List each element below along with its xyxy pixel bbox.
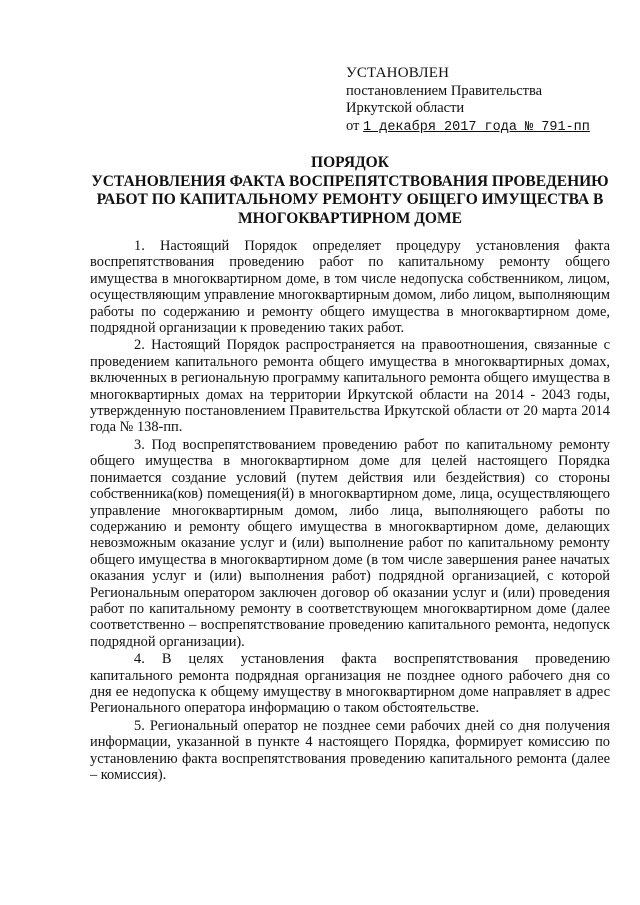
title-line-2: УСТАНОВЛЕНИЯ ФАКТА ВОСПРЕПЯТСТВОВАНИЯ ПРОВЕДЕНИЮ bbox=[91, 172, 609, 190]
approval-heading: УСТАНОВЛЕН bbox=[346, 65, 450, 81]
paragraph-5: 5. Региональный оператор не позднее семи рабочих дней со дня получения информации, указанной в пункте 4 настоящего Порядка, формирует комиссию по установлению факта воспрепятствования проведению капитального ремонта (далее – комиссия). bbox=[90, 717, 610, 783]
paragraph-2: 2. Настоящий Порядок распространяется на правоотношения, связанные с проведением капитального ремонта общего имущества в многоквартирных домах, включенных в региональную программу капитального ремонта общего имущества в многоквартирных домах на территории Иркутской области на 2014 - 2043 годы, утвержденную постановлением Правительства Иркутской области от 20 марта 2014 года № 138-пп. bbox=[90, 337, 610, 436]
approval-date-number: 1 декабря 2017 года № 791-пп bbox=[363, 119, 590, 135]
title-line-4: МНОГОКВАРТИРНОМ ДОМЕ bbox=[238, 209, 462, 227]
paragraph-1: 1. Настоящий Порядок определяет процедуру установления факта воспрепятствования проведению работ по капитальному ремонту общего имущества в многоквартирном доме, в том числе недопуска собственником, лицом, осуществляющим управление многоквартирным домом, либо лицом, выполняющим работы по содержанию и ремонту общего имущества в многоквартирном доме, подрядной организации к проведению таких работ. bbox=[90, 238, 610, 337]
approval-prefix: от bbox=[346, 117, 360, 134]
approval-line-1: постановлением Правительства bbox=[346, 82, 543, 99]
approval-date-line bbox=[346, 118, 626, 137]
approval-line-2: Иркутской области bbox=[346, 100, 465, 116]
title-line-1: ПОРЯДОК bbox=[311, 154, 389, 171]
document-title bbox=[70, 154, 630, 228]
approval-stamp bbox=[346, 65, 626, 136]
paragraph-3: 3. Под воспрепятствованием проведению работ по капитальному ремонту общего имущества в многоквартирном доме для целей настоящего Порядка понимается создание условий (путем действия или бездействия) со стороны собственника(ков) помещения(й) в многоквартирном доме, лица, осуществляющего управление многоквартирным домом, либо лица, выполняющего работы по содержанию и ремонту общего имущества в многоквартирном доме, делающих невозможным оказание услуг и (или) выполнение работ по капитальному ремонту общего имущества в многоквартирном доме (в том числе завершения ранее начатых оказания услуг и (или) выполнения работ) подрядной организацией, с которой Региональным оператором заключен договор об оказании услуг и (или) проведения работ по капитальному ремонту в соответствующем многоквартирном доме (далее соответственно – воспрепятствование проведению капитального ремонта, недопуск подрядной организации). bbox=[90, 436, 610, 650]
document-body bbox=[90, 238, 610, 784]
title-line-3: РАБОТ ПО КАПИТАЛЬНОМУ РЕМОНТУ ОБЩЕГО ИМУЩЕСТВА В bbox=[96, 191, 604, 208]
paragraph-4: 4. В целях установления факта воспрепятствования проведению капитального ремонта подрядная организация не позднее одного рабочего дня со дня ее недопуска к общему имуществу в многоквартирном доме направляет в адрес Регионального оператора информацию о таком обстоятельстве. bbox=[90, 651, 610, 717]
